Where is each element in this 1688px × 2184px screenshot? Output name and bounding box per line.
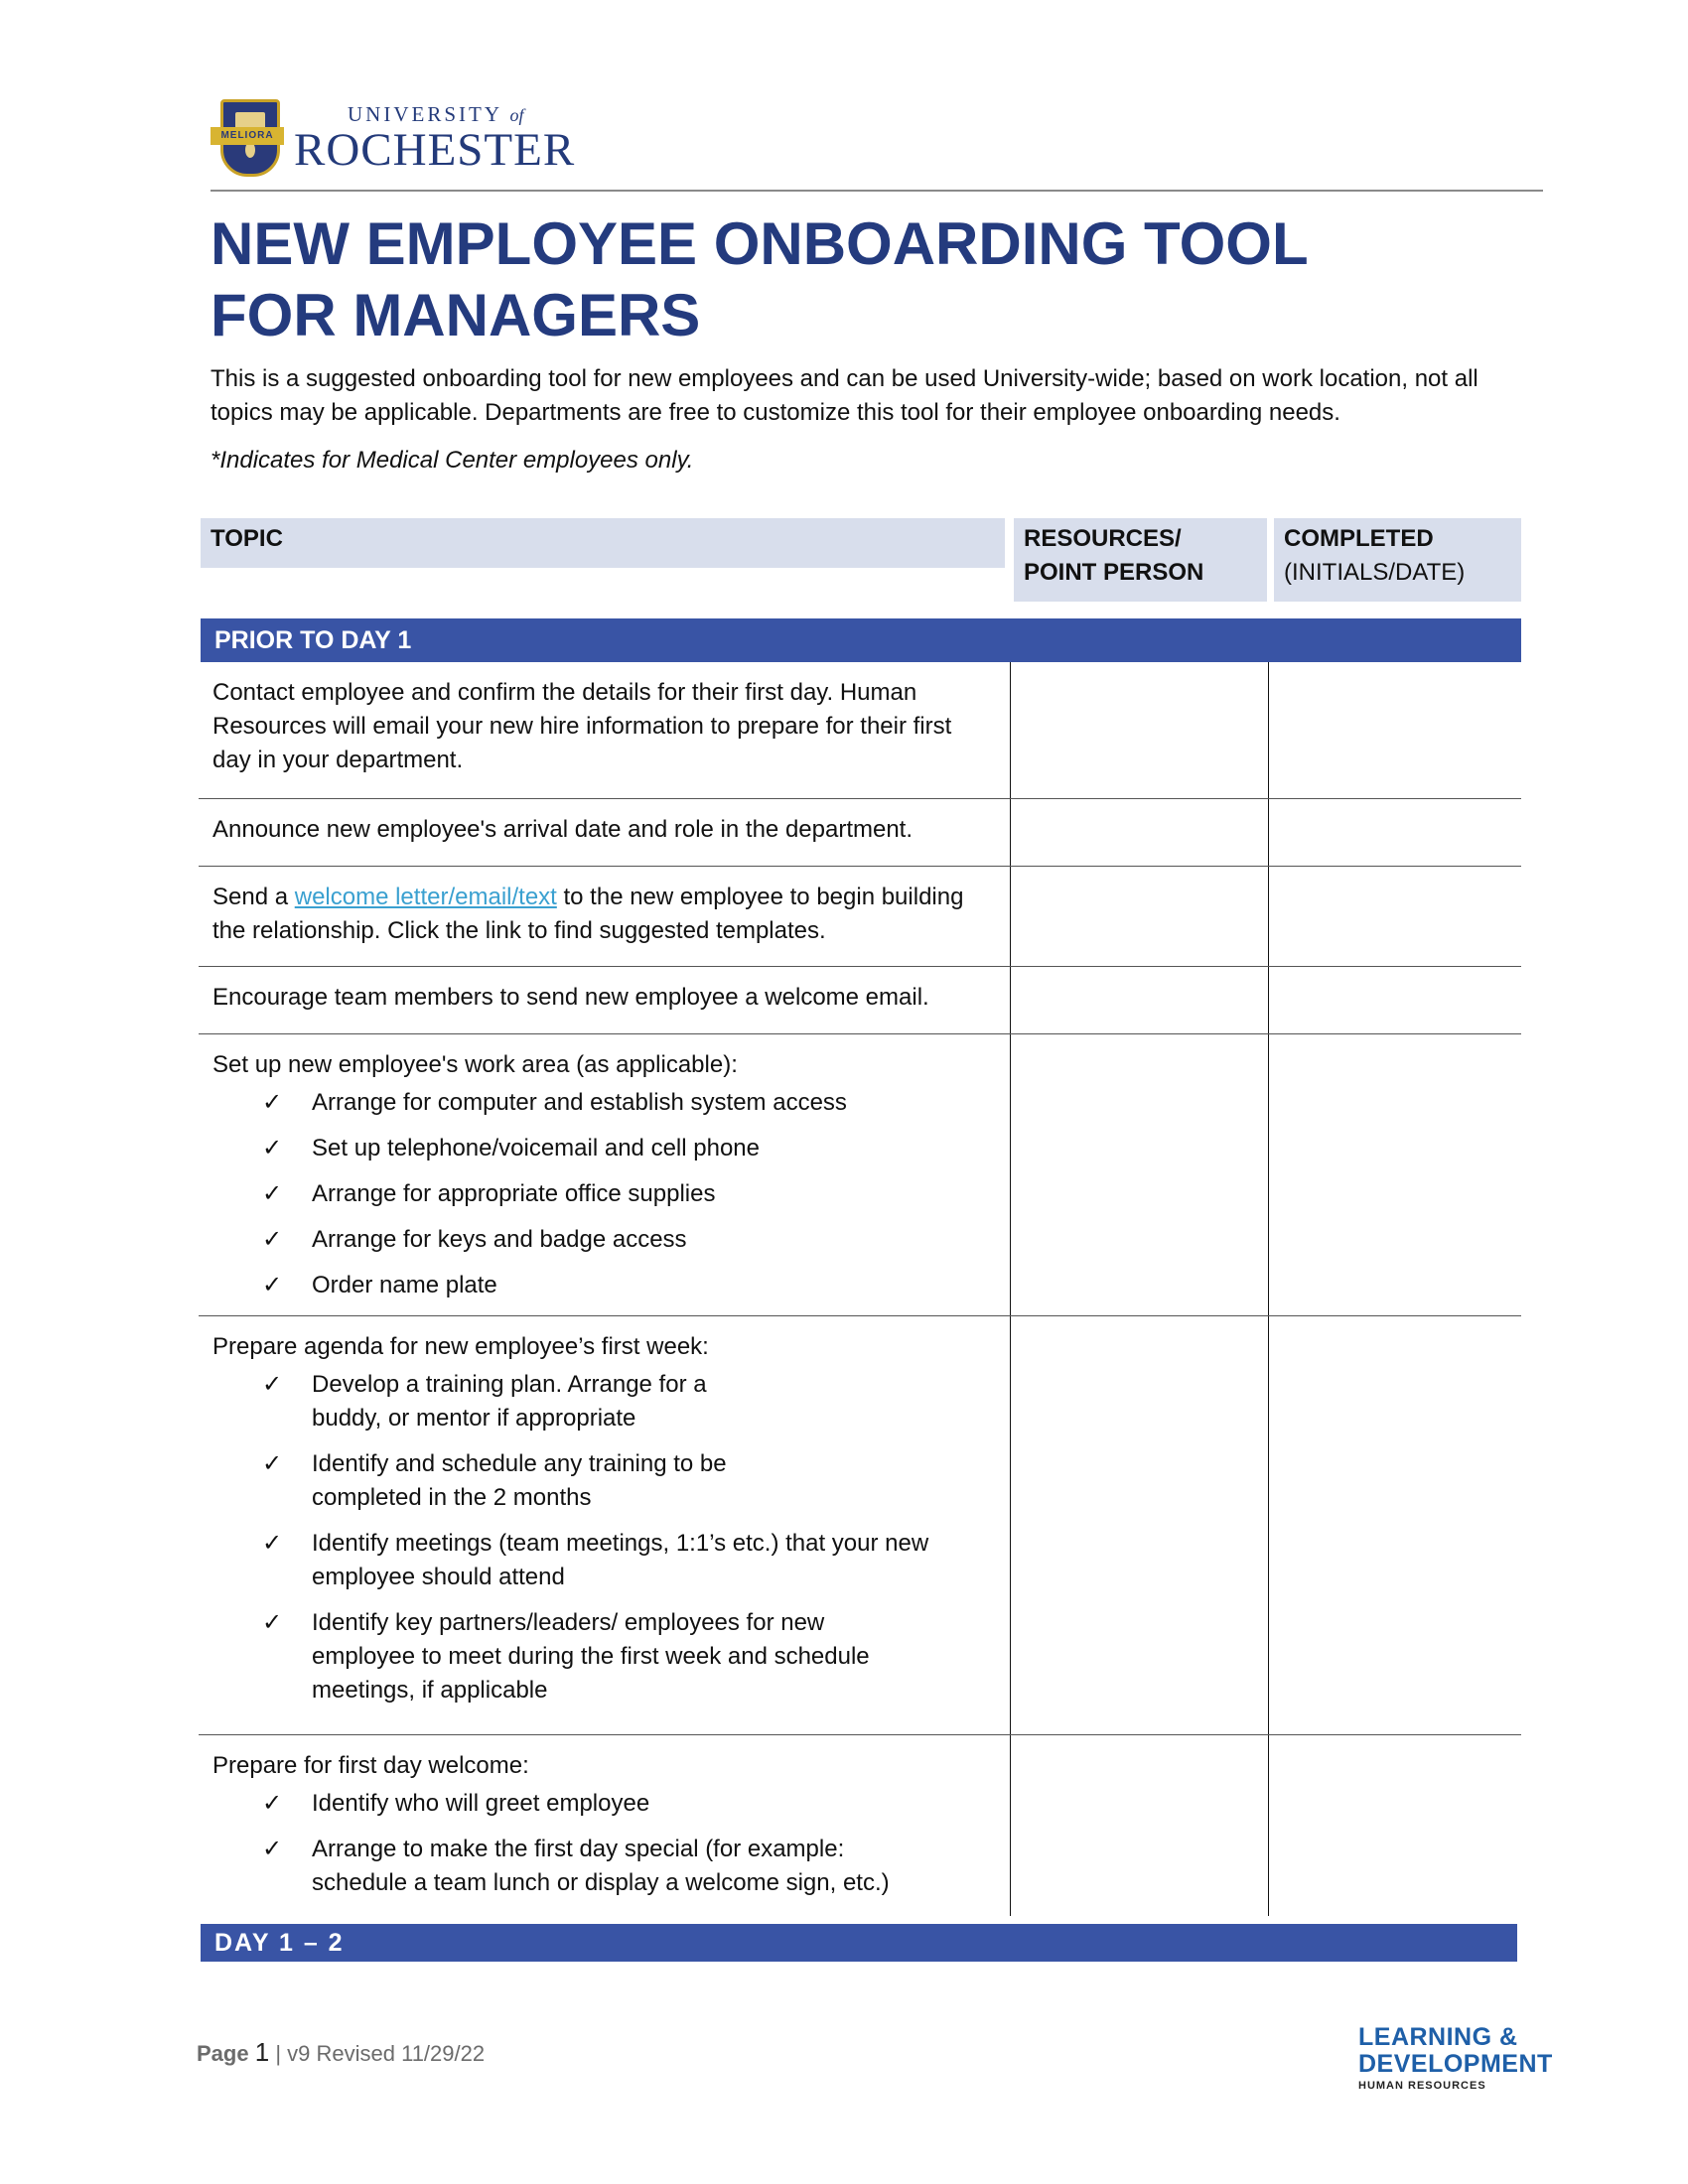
table-row <box>199 1735 1521 1916</box>
checkmark-icon: ✓ <box>262 1135 283 1161</box>
checklist-item-text: Develop a training plan. Arrange for a buddy, or mentor if appropriate <box>312 1371 707 1432</box>
checkmark-icon: ✓ <box>262 1836 283 1862</box>
section-header-prior-to-day-1: PRIOR TO DAY 1 <box>201 618 1521 662</box>
wordmark-university: UNIVERSITY <box>348 102 502 126</box>
checklist-item <box>262 1086 996 1120</box>
checkmark-icon: ✓ <box>262 1530 283 1557</box>
checklist <box>212 1368 929 1707</box>
resources-cell[interactable] <box>1011 799 1269 866</box>
topic-lead-text: Prepare for first day welcome: <box>212 1752 529 1779</box>
crest-icon <box>211 99 284 179</box>
table-row <box>199 967 1521 1034</box>
resources-cell[interactable] <box>1011 662 1269 798</box>
checklist-item-text: Identify key partners/leaders/ employees for new employee to meet during the first week and schedule meetings, if applicable <box>312 1609 870 1704</box>
topic-cell <box>199 1034 1011 1315</box>
university-wordmark <box>294 104 575 174</box>
completed-cell[interactable] <box>1269 967 1521 1033</box>
topic-header-text: TOPIC <box>211 525 283 552</box>
checkmark-icon: ✓ <box>262 1609 283 1636</box>
column-header-completed <box>1274 518 1521 602</box>
ld-logo-line-3: HUMAN RESOURCES <box>1358 2080 1486 2092</box>
resources-header-line-2: POINT PERSON <box>1024 559 1204 586</box>
resources-cell[interactable] <box>1011 1735 1269 1916</box>
table-row <box>199 662 1521 799</box>
welcome-letter-link[interactable]: welcome letter/email/text <box>294 884 557 910</box>
checklist-item-text: Arrange for appropriate office supplies <box>312 1180 716 1207</box>
completed-cell[interactable] <box>1269 1034 1521 1315</box>
page-label: Page <box>197 2041 249 2066</box>
topic-cell <box>199 867 1011 966</box>
checklist-item <box>262 1447 778 1515</box>
checklist-item-text: Identify who will greet employee <box>312 1790 650 1817</box>
resources-cell[interactable] <box>1011 1034 1269 1315</box>
topic-text: Encourage team members to send new employee a welcome email. <box>212 984 929 1011</box>
medical-center-note: *Indicates for Medical Center employees only. <box>211 447 694 474</box>
resources-cell[interactable] <box>1011 867 1269 966</box>
wordmark-of: of <box>509 105 524 125</box>
completed-cell[interactable] <box>1269 867 1521 966</box>
header-divider <box>211 190 1543 192</box>
completed-cell[interactable] <box>1269 1316 1521 1734</box>
checklist-item-text: Arrange to make the first day special (for example: schedule a team lunch or display a welcome sign, etc.) <box>312 1836 890 1896</box>
resources-cell[interactable] <box>1011 967 1269 1033</box>
page-footer <box>197 2037 485 2068</box>
table-row <box>199 799 1521 867</box>
page-number: 1 <box>254 2037 270 2067</box>
topic-text-prefix: Send a <box>212 884 295 910</box>
checklist-item <box>262 1223 996 1257</box>
topic-cell <box>199 967 1011 1033</box>
topic-lead-text: Prepare agenda for new employee’s first week: <box>212 1333 709 1360</box>
checklist-item <box>262 1368 778 1435</box>
topic-cell <box>199 662 1011 798</box>
topic-cell <box>199 799 1011 866</box>
checkmark-icon: ✓ <box>262 1450 283 1477</box>
checklist-item-text: Set up telephone/voicemail and cell phone <box>312 1135 760 1161</box>
checklist-item <box>262 1132 996 1165</box>
checklist-item-text: Identify and schedule any training to be completed in the 2 months <box>312 1450 727 1511</box>
checkmark-icon: ✓ <box>262 1790 283 1817</box>
checklist-item <box>262 1833 917 1900</box>
checkmark-icon: ✓ <box>262 1272 283 1298</box>
crest-banner-text: MELIORA <box>211 127 284 145</box>
checklist-item <box>262 1269 996 1302</box>
checklist-item <box>262 1177 996 1211</box>
table-row <box>199 1316 1521 1735</box>
topic-cell <box>199 1316 1011 1734</box>
page-title <box>211 208 1501 351</box>
checklist-item <box>262 1606 908 1707</box>
topic-text-suffix: to the new employee to begin building the relationship. Click the link to find suggested templates. <box>212 884 964 944</box>
topic-text: Contact employee and confirm the details for their first day. Human Resources will email your new hire information to prepare for their first day in your department. <box>212 679 952 773</box>
checklist <box>212 1086 996 1302</box>
topic-text <box>212 881 996 948</box>
completed-header-line-1: COMPLETED <box>1284 525 1434 552</box>
completed-header-line-2: (INITIALS/DATE) <box>1284 559 1466 586</box>
wordmark-rochester: ROCHESTER <box>294 124 576 176</box>
checkmark-icon: ✓ <box>262 1226 283 1253</box>
completed-cell[interactable] <box>1269 799 1521 866</box>
checkmark-icon: ✓ <box>262 1089 283 1116</box>
topic-cell <box>199 1735 1011 1916</box>
ld-logo-line-1: LEARNING & <box>1358 2023 1518 2051</box>
checkmark-icon: ✓ <box>262 1371 283 1398</box>
ld-logo-line-2: DEVELOPMENT <box>1358 2050 1553 2078</box>
checklist-item-text: Arrange for keys and badge access <box>312 1226 687 1253</box>
topic-lead-text: Set up new employee's work area (as applicable): <box>212 1051 738 1078</box>
section-header-day-1-2: DAY 1 – 2 <box>201 1924 1517 1962</box>
intro-paragraph: This is a suggested onboarding tool for new employees and can be used University-wide; based on work location, not all topics may be applicable. Departments are free to customize this tool for their employee onboarding needs. <box>211 365 1478 426</box>
checklist <box>212 1787 996 1900</box>
university-logo <box>211 99 575 179</box>
version-text: v9 Revised 11/29/22 <box>287 2041 486 2066</box>
checklist-item-text: Order name plate <box>312 1272 497 1298</box>
checklist-item-text: Arrange for computer and establish system access <box>312 1089 847 1116</box>
completed-cell[interactable] <box>1269 662 1521 798</box>
resources-cell[interactable] <box>1011 1316 1269 1734</box>
footer-separator: | <box>275 2041 282 2066</box>
topic-text: Announce new employee's arrival date and role in the department. <box>212 816 914 843</box>
table-row <box>199 867 1521 967</box>
learning-development-logo <box>1358 2025 1553 2092</box>
table-row <box>199 1034 1521 1316</box>
completed-cell[interactable] <box>1269 1735 1521 1916</box>
column-header-resources <box>1014 518 1267 602</box>
resources-header-line-1: RESOURCES/ <box>1024 525 1182 552</box>
checklist-item-text: Identify meetings (team meetings, 1:1’s etc.) that your new employee should attend <box>312 1530 929 1590</box>
title-line-2: FOR MANAGERS <box>211 282 701 348</box>
checkmark-icon: ✓ <box>262 1180 283 1207</box>
title-line-1: NEW EMPLOYEE ONBOARDING TOOL <box>211 210 1309 277</box>
column-header-topic <box>201 518 1005 568</box>
onboarding-table <box>199 662 1521 1916</box>
checklist-item <box>262 1527 997 1594</box>
checklist-item <box>262 1787 996 1821</box>
